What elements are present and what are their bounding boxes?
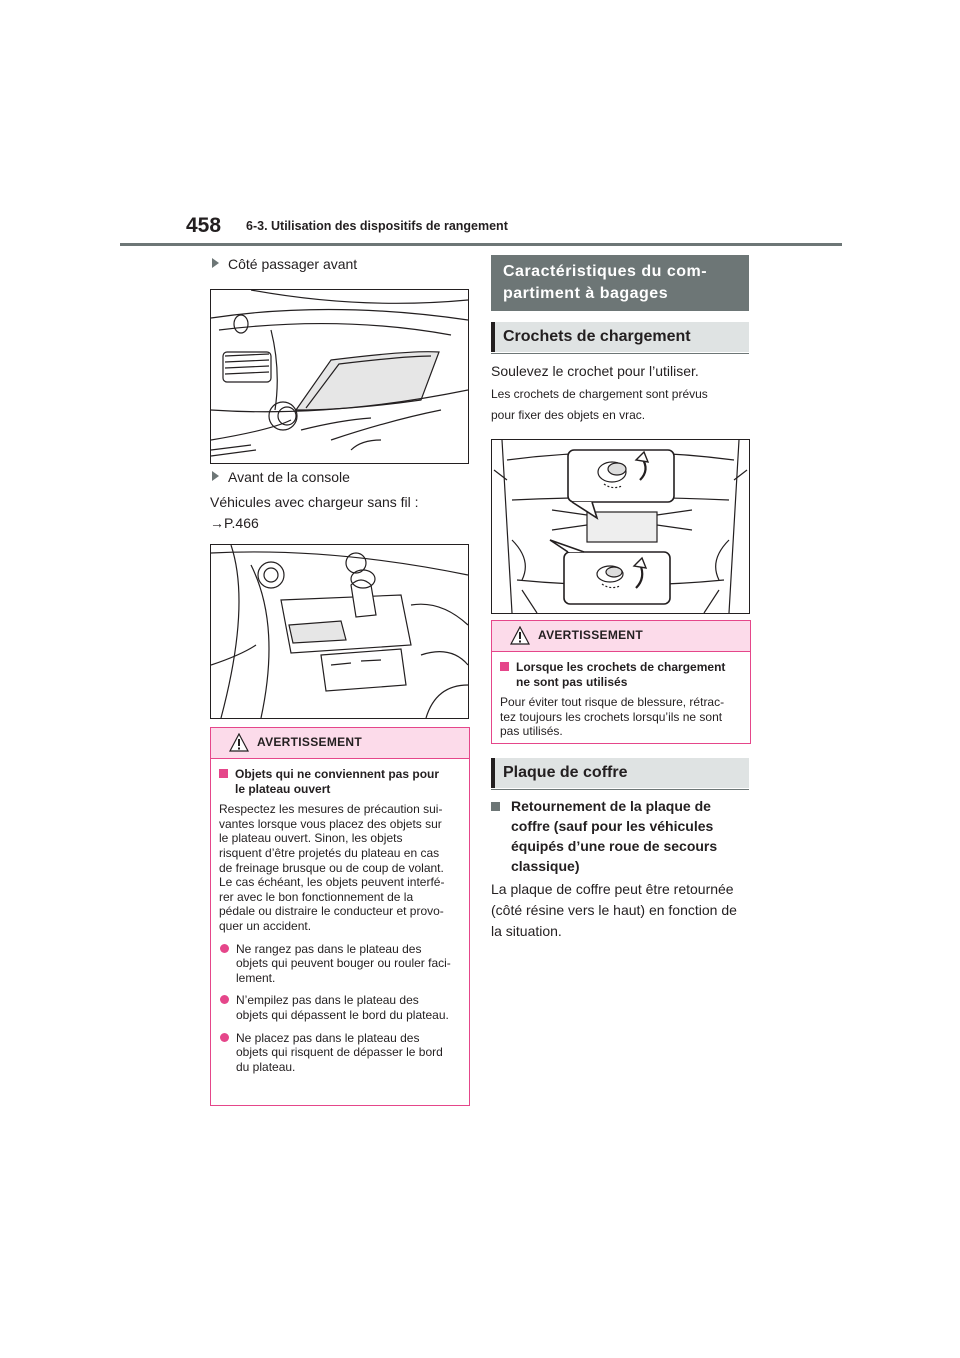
cargo-hooks-heading: Crochets de chargement xyxy=(491,322,749,352)
hooks-purpose-line: pour fixer des objets en vrac. xyxy=(491,408,646,422)
section-title: 6-3. Utilisation des dispositifs de rangement xyxy=(246,219,508,233)
warning-line: rer avec le bon fonctionnement de la xyxy=(219,889,414,904)
warning-subheading-line: Lorsque les crochets de chargement xyxy=(516,660,726,674)
warning-bullet-line: objets qui peuvent bouger ou rouler faci- xyxy=(236,956,451,971)
warning-bullet xyxy=(219,1031,461,1075)
figure-front-passenger-tray xyxy=(210,289,469,464)
hooks-purpose-text xyxy=(491,384,708,426)
flip-deck-board-line: Retournement de la plaque de xyxy=(511,798,711,814)
warning-bullet-line: objets qui risquent de dépasser le bord xyxy=(236,1045,443,1060)
deck-board-heading: Plaque de coffre xyxy=(491,758,749,788)
warning-line: Le cas échéant, les objets peuvent interfé- xyxy=(219,875,445,890)
square-bullet-icon xyxy=(500,662,509,671)
warning-header xyxy=(211,728,469,759)
item-console-front xyxy=(212,469,350,485)
square-bullet-icon xyxy=(491,802,500,811)
figure-cargo-hooks xyxy=(491,439,750,614)
warning-bullet-line: objets qui dépassent le bord du plateau. xyxy=(236,1007,449,1022)
warning-line: risquent d’être projetés du plateau en cas xyxy=(219,845,440,860)
flip-deck-board-line: équipés d’une roue de secours xyxy=(511,838,718,854)
flip-deck-board-subheading xyxy=(491,796,769,876)
warning-bullet-line: Ne rangez pas dans le plateau des xyxy=(236,941,422,956)
flip-deck-board-line: classique) xyxy=(511,858,580,874)
warning-subheading-line: ne sont pas utilisés xyxy=(516,674,628,689)
wireless-charger-note xyxy=(210,492,419,534)
circle-bullet-icon xyxy=(220,995,229,1004)
warning-label: AVERTISSEMENT xyxy=(538,628,644,642)
arrow-bullet-icon xyxy=(212,258,219,268)
warning-line: Pour éviter tout risque de blessure, rétrac- xyxy=(500,695,725,710)
heading-rule xyxy=(491,789,749,790)
deck-board-line: (côté résine vers le haut) en fonction de xyxy=(491,902,737,918)
figure-console-tray xyxy=(210,544,469,719)
deck-board-text xyxy=(491,879,737,942)
lift-hook-text: Soulevez le crochet pour l’utiliser. xyxy=(491,363,699,379)
warning-paragraph xyxy=(500,695,742,739)
header-rule xyxy=(120,243,842,246)
deck-board-line: la situation. xyxy=(491,923,562,939)
item-console-front-label: Avant de la console xyxy=(228,469,350,485)
warning-triangle-icon xyxy=(510,626,530,646)
warning-box-tray xyxy=(210,727,470,1106)
circle-bullet-icon xyxy=(220,1033,229,1042)
luggage-features-heading-line: partiment à bagages xyxy=(503,285,669,302)
warning-label: AVERTISSEMENT xyxy=(257,735,363,749)
luggage-features-heading-line: Caractéristiques du com- xyxy=(503,263,708,280)
warning-subheading-line: Objets qui ne conviennent pas pour xyxy=(235,767,440,781)
warning-box-hooks xyxy=(491,620,751,744)
hooks-purpose-line: Les crochets de chargement sont prévus xyxy=(491,387,708,401)
warning-line: de freinage brusque ou de coup de volant. xyxy=(219,860,444,875)
warning-body xyxy=(211,759,469,1092)
arrow-bullet-icon xyxy=(212,471,219,481)
wireless-charger-ref[interactable]: →P.466 xyxy=(210,515,259,531)
page-number: 458 xyxy=(186,214,222,237)
warning-header xyxy=(492,621,750,652)
warning-subheading-line: le plateau ouvert xyxy=(235,781,331,796)
warning-bullet-line: N’empilez pas dans le plateau des xyxy=(236,993,419,1008)
warning-paragraph xyxy=(219,802,461,933)
warning-subheading xyxy=(219,767,461,796)
wireless-charger-line: Véhicules avec chargeur sans fil : xyxy=(210,494,419,510)
warning-line: vantes lorsque vous placez des objets sur xyxy=(219,816,442,831)
circle-bullet-icon xyxy=(220,944,229,953)
flip-deck-board-line: coffre (sauf pour les véhicules xyxy=(511,818,714,834)
warning-body xyxy=(492,652,750,749)
deck-board-line: La plaque de coffre peut être retournée xyxy=(491,881,734,897)
square-bullet-icon xyxy=(219,769,228,778)
warning-line: tez toujours les crochets lorsqu’ils ne sont xyxy=(500,709,723,724)
item-front-passenger-label: Côté passager avant xyxy=(228,256,358,272)
warning-line: Respectez les mesures de précaution sui- xyxy=(219,802,443,817)
warning-bullet xyxy=(219,993,461,1022)
warning-subheading xyxy=(500,660,742,689)
warning-bullet-line: du plateau. xyxy=(236,1059,296,1074)
warning-triangle-icon xyxy=(229,733,249,753)
item-front-passenger xyxy=(212,256,357,272)
warning-line: quer un accident. xyxy=(219,918,312,933)
warning-line: pédale ou distraire le conducteur et provo- xyxy=(219,904,444,919)
heading-rule xyxy=(491,353,749,354)
warning-line: pas utilisés. xyxy=(500,724,563,739)
warning-bullet-line: lement. xyxy=(236,970,276,985)
luggage-features-heading xyxy=(491,255,749,311)
warning-bullet-line: Ne placez pas dans le plateau des xyxy=(236,1030,420,1045)
warning-bullet xyxy=(219,942,461,986)
warning-line: le plateau ouvert. Sinon, les objets xyxy=(219,831,403,846)
